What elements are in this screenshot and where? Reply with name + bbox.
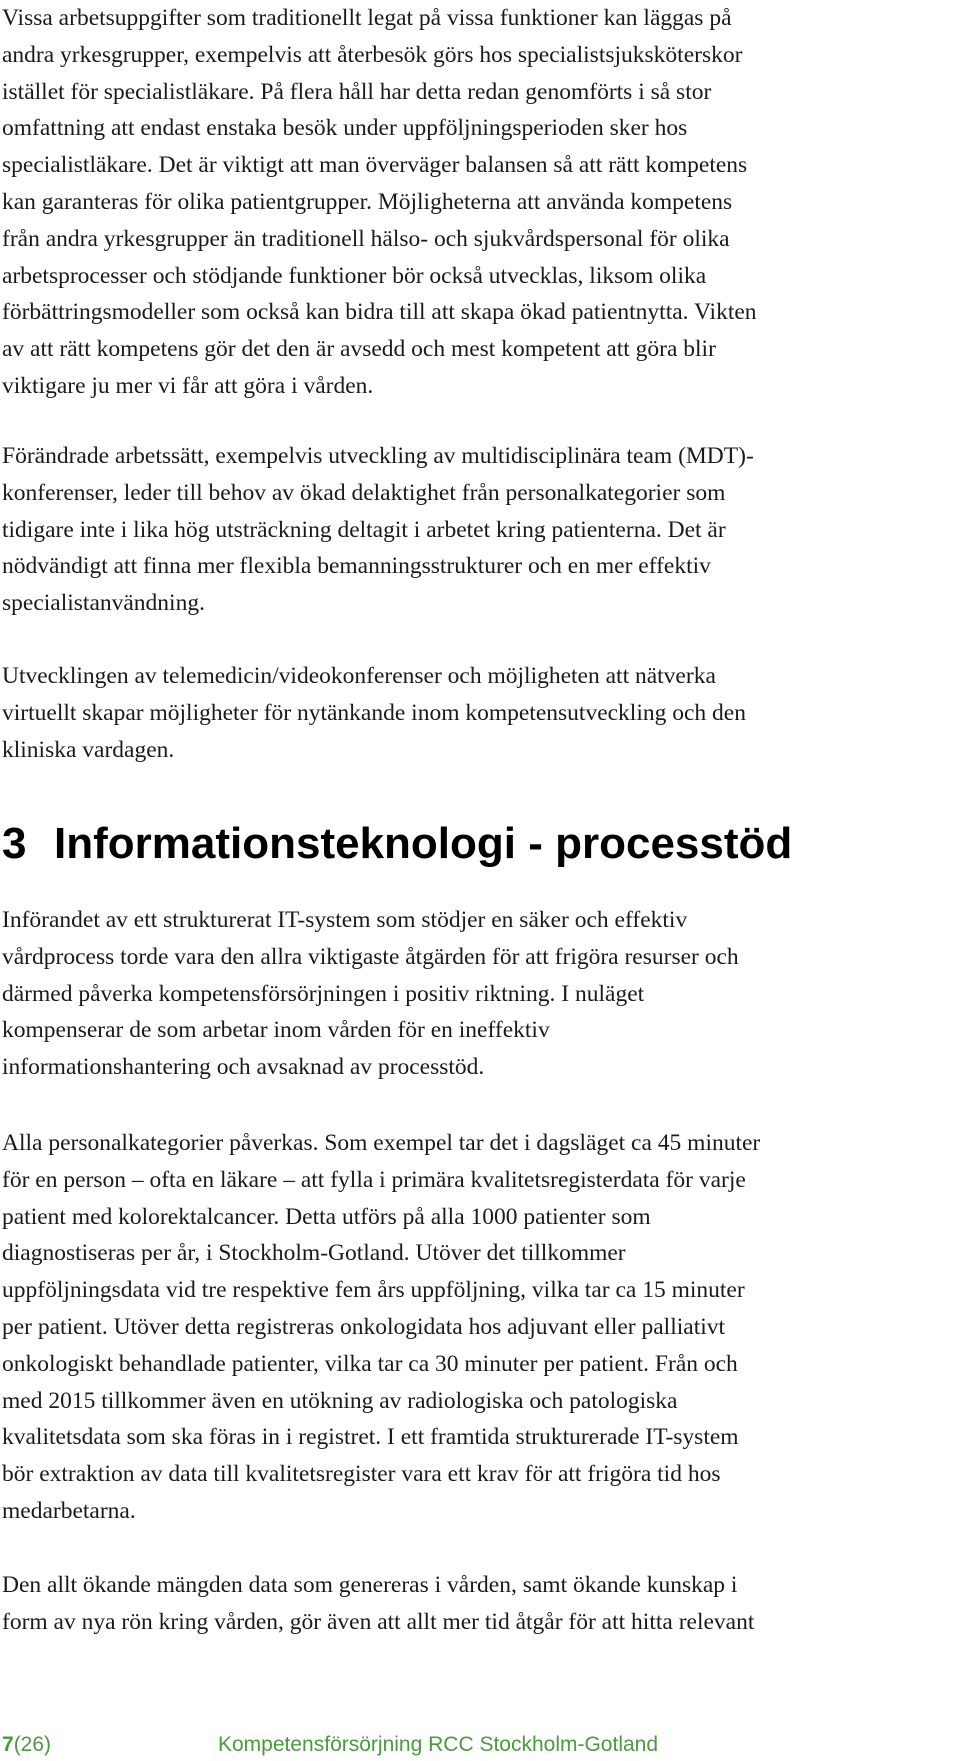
text-line: Alla personalkategorier påverkas. Som exempel tar det i dagsläget ca 45 minuter: [2, 1130, 761, 1156]
text-line: virtuellt skapar möjligheter för nytänkande inom kompetensutveckling och den: [2, 699, 746, 726]
text-line: nödvändigt att finna mer flexibla bemanningsstrukturer och en mer effektiv: [2, 553, 711, 580]
text-line: med 2015 tillkommer även en utökning av radiologiska och patologiska: [2, 1387, 678, 1414]
text-line: omfattning att endast enstaka besök under uppföljningsperioden sker hos: [2, 115, 688, 142]
paragraph-registry-example: [2, 1125, 958, 1530]
text-line: istället för specialistläkare. På flera håll har detta redan genomförts i så stor: [2, 78, 712, 105]
text-line: kvalitetsdata som ska föras in i registret. I ett framtida strukturerade IT-system: [2, 1424, 739, 1451]
section-number: 3: [2, 819, 27, 868]
text-line: Införandet av ett strukturerat IT-system som stödjer en säker och effektiv: [2, 907, 688, 933]
text-line: per patient. Utöver detta registreras onkologidata hos adjuvant eller palliativt: [2, 1313, 726, 1340]
text-line: bör extraktion av data till kvalitetsregister vara ett krav för att frigöra tid hos: [2, 1461, 721, 1488]
text-line: Förändrade arbetssätt, exempelvis utveckling av multidisciplinära team (MDT)-: [2, 443, 754, 469]
text-line: viktigare ju mer vi får att göra i vården.: [2, 372, 374, 399]
text-line: Utvecklingen av telemedicin/videokonferenser och möjligheten att nätverka: [2, 663, 716, 689]
text-line: från andra yrkesgrupper än traditionell hälso- och sjukvårdspersonal för olika: [2, 225, 730, 252]
section-heading: [2, 816, 792, 872]
paragraph-work-methods: [2, 438, 958, 622]
text-line: Den allt ökande mängden data som genereras i vården, samt ökande kunskap i: [2, 1572, 738, 1598]
text-line: vårdprocess torde vara den allra viktigaste åtgärden för att frigöra resurser och: [2, 943, 739, 970]
text-line: kan garanteras för olika patientgrupper. Möjligheterna att använda kompetens: [2, 188, 733, 215]
text-line: tidigare inte i lika hög utsträckning deltagit i arbetet kring patienterna. Det är: [2, 516, 726, 543]
text-line: patient med kolorektalcancer. Detta utförs på alla 1000 patienter som: [2, 1203, 651, 1230]
text-line: specialistanvändning.: [2, 590, 205, 617]
text-line: förbättringsmodeller som också kan bidra till att skapa ökad patientnytta. Vikten: [2, 299, 757, 326]
text-line: av att rätt kompetens gör det den är avsedd och mest kompetent att göra blir: [2, 336, 716, 363]
text-line: uppföljningsdata vid tre respektive fem års uppföljning, vilka tar ca 15 minuter: [2, 1277, 745, 1304]
paragraph-telemedicine: [2, 658, 958, 768]
text-line: kliniska vardagen.: [2, 736, 175, 763]
page-footer: [2, 1732, 659, 1758]
text-line: medarbetarna.: [2, 1497, 136, 1524]
text-line: andra yrkesgrupper, exempelvis att återbesök görs hos specialistsjuksköterskor: [2, 41, 743, 68]
text-line: kompenserar de som arbetar inom vården för en ineffektiv: [2, 1017, 550, 1044]
text-line: form av nya rön kring vården, gör även att allt mer tid åtgår för att hitta relevant: [2, 1608, 755, 1635]
text-line: Vissa arbetsuppgifter som traditionellt legat på vissa funktioner kan läggas på: [2, 5, 732, 31]
text-line: för en person – ofta en läkare – att fylla i primära kvalitetsregisterdata för varje: [2, 1166, 746, 1193]
text-line: onkologiskt behandlade patienter, vilka tar ca 30 minuter per patient. Från och: [2, 1350, 738, 1377]
footer-title: Kompetensförsörjning RCC Stockholm-Gotland: [218, 1733, 659, 1756]
text-line: konferenser, leder till behov av ökad delaktighet från personalkategorier som: [2, 479, 726, 506]
section-title: Informationsteknologi - processtöd: [54, 819, 793, 868]
paragraph-data-growth: [2, 1567, 958, 1641]
text-line: diagnostiseras per år, i Stockholm-Gotland. Utöver det tillkommer: [2, 1240, 626, 1267]
page-number: 7: [2, 1733, 14, 1756]
text-line: specialistläkare. Det är viktigt att man överväger balansen så att rätt kompetens: [2, 152, 748, 179]
page-total: (26): [13, 1733, 52, 1756]
paragraph-task-shifting: [2, 0, 958, 405]
text-line: informationshantering och avsaknad av processtöd.: [2, 1054, 485, 1081]
paragraph-it-system: [2, 902, 958, 1086]
text-line: därmed påverka kompetensförsörjningen i positiv riktning. I nuläget: [2, 980, 645, 1007]
text-line: arbetsprocesser och stödjande funktioner bör också utvecklas, liksom olika: [2, 262, 707, 289]
